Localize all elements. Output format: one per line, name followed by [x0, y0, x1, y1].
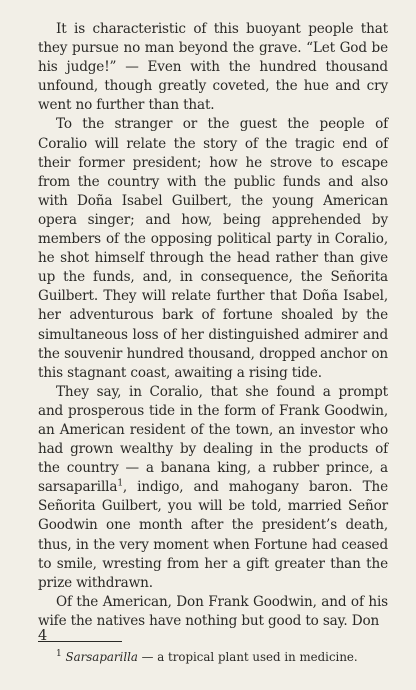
paragraph-3-text-b: , indigo, and mahogany baron. The Señorita Guilbert, you will be told, married Señor Goodwin one month after the president’s death, thus, in the very moment when Fortune had ceased to smile, wresting from her a gift greater than the prize withdrawn. — [38, 479, 388, 591]
book-page — [38, 20, 388, 680]
paragraph-3 — [38, 383, 388, 593]
paragraph-4: Of the American, Don Frank Goodwin, and of his wife the natives have nothing but good to say. Don — [38, 593, 388, 629]
footnote-reference: 1 — [117, 478, 123, 489]
footnote-term: Sarsaparilla — [65, 650, 138, 664]
page-number: 4 — [38, 628, 48, 644]
footnote-marker: 1 — [56, 649, 62, 660]
footnote — [38, 650, 388, 665]
paragraph-1: It is characteristic of this buoyant people that they pursue no man beyond the grave. “Let God be his judge!” — Even with the hundred thousand unfound, though greatly coveted, the hue and cry went no further than that. — [38, 21, 388, 114]
paragraph-3-text-a: They say, in Coralio, that she found a prompt and prosperous tide in the form of Frank Goodwin, an American resident of the town, an investor who had grown wealthy by dealing in the products of the country — a banana king, a rubber prince, a sarsaparilla — [38, 383, 388, 496]
footnote-definition: — a tropical plant used in medicine. — [137, 650, 358, 664]
paragraph-2: To the stranger or the guest the people of Coralio will relate the story of the tragic end of their former president; how he strove to escape from the country with the public funds and also with Doña Isabel Guilbert, the young American opera singer; and how, being apprehended by members of the opposing political party in Coralio, he shot himself through the head rather than give up the funds, and, in consequence, the Señorita Guilbert. They will relate further that Doña Isabel, her adventurous bark of fortune shoaled by the simultaneous loss of her distinguished admirer and the souvenir hundred thousand, dropped anchor on this stagnant coast, awaiting a rising tide. — [38, 116, 388, 381]
footnote-divider — [38, 641, 122, 642]
